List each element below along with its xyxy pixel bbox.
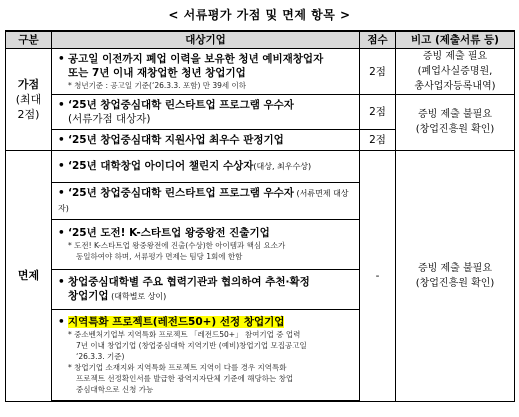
exempt-category: 면제 (6, 150, 52, 401)
header-score: 점수 (360, 31, 396, 48)
bonus-score-3: 2점 (360, 129, 396, 150)
bonus-item-3: • ‘25년 창업중심대학 지원사업 최우수 판정기업 (52, 129, 360, 150)
header-category: 구분 (6, 31, 52, 48)
exempt-item-5: • 지역특화 프로젝트(레전드50+) 선정 창업기업 * 중소벤처기업부 지역특화 프로젝트 「레전드50+」 참여기업 중 업력 7년 이내 창업기업 (창업중심대학 지역기반 (예비)창업기업 모집공고일 ‘26.3.3. 기준) * 창업기업 소재지와 지역특화 프로젝트 지역이 다를 경우 지역특화 프로젝트 선정확인서를 발급한 광역지자단체 기준에 해당하는 창업 중심대학으로 신청 가능 (52, 309, 360, 401)
bonus-category: 가점 (최대 2점) (6, 48, 52, 150)
exempt-row-1 (6, 150, 515, 182)
exempt-remark: 증빙 제출 불필요 (창업진흥원 확인) (396, 150, 515, 401)
exempt-item-4: • 창업중심대학별 주요 협력기관과 협의하여 추천·확정 창업기업 (대학별로 상이) (52, 269, 360, 309)
bonus-score-1: 2점 (360, 48, 396, 94)
bonus-row-2 (6, 94, 515, 129)
exempt-score: - (360, 150, 396, 401)
exempt-item-1: • ‘25년 대학창업 아이디어 챌린지 수상자(대상, 최우수상) (52, 150, 360, 182)
bonus-score-2: 2점 (360, 94, 396, 129)
bonus-remark-2: 증빙 제출 불필요 (창업진흥원 확인) (396, 94, 515, 150)
bonus-row-1 (6, 48, 515, 94)
exempt-item-2: • ‘25년 창업중심대학 린스타트업 프로그램 우수자 (서류면제 대상자) (52, 182, 360, 219)
bonus-item-1: • 공고일 이전까지 폐업 이력을 보유한 청년 예비재창업자 또는 7년 이내 재창업한 청년 창업기업 * 청년기준 : 공고일 기준(‘26.3.3. 포함) 만 39세 이하 (52, 48, 360, 94)
evaluation-table (5, 30, 515, 402)
bonus-remark-1: 증빙 제출 필요 (폐업사실증명원, 총사업자등록내역) (396, 48, 515, 94)
highlighted-text: 지역특화 프로젝트(레전드50+) 선정 창업기업 (68, 315, 285, 328)
header-remark: 비고 (제출서류 등) (396, 31, 515, 48)
bonus-item-2: • ‘25년 창업중심대학 린스타트업 프로그램 우수자 (서류가점 대상자) (52, 94, 360, 129)
page-title: < 서류평가 가점 및 면제 항목 > (168, 8, 351, 22)
table-header-row (6, 31, 515, 48)
header-target: 대상기업 (52, 31, 360, 48)
exempt-item-3: • ‘25년 도전! K-스타트업 왕중왕전 진출기업 * 도전! K-스타트업 왕중왕전에 진출(수상)한 아이템과 핵심 요소가 동일하여야 하며, 서류평가 면제는 팀당 1회에 한함 (52, 219, 360, 269)
